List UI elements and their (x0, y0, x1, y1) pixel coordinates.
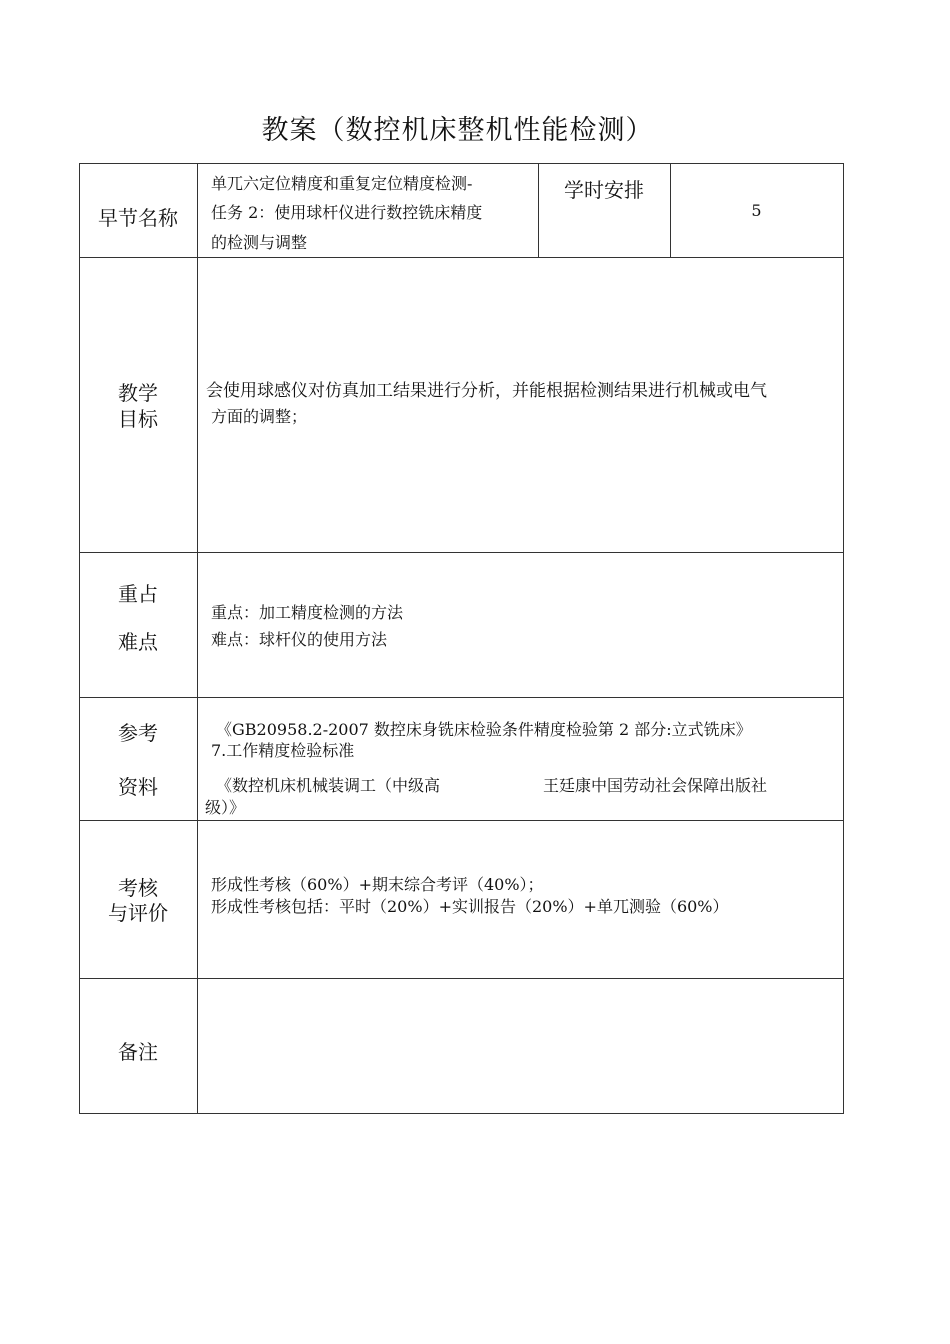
row-separator (79, 697, 843, 698)
hours-value: 5 (751, 201, 762, 220)
row-separator (79, 820, 843, 821)
difficult-point-text: 难点：球杆仪的使用方法 (211, 630, 388, 649)
reference-book-title-cont: 级）》 (205, 798, 246, 817)
key-point-text: 重点：加工精度检测的方法 (211, 603, 404, 622)
table-border-bottom (79, 1113, 843, 1114)
reference-standard: 《GB20958.2-2007 数控床身铣床检验条件精度检验第 2 部分:立式铣床》 (216, 720, 752, 739)
key-points-label-line-1: 重占 (118, 582, 158, 606)
chapter-name-line-2: 任务 2：使用球杆仪进行数控铣床精度 (211, 203, 483, 222)
reference-book-title: 《数控机床机械装调工（中级高 (216, 776, 441, 795)
goals-label-line-2: 目标 (118, 407, 158, 431)
chapter-name-label: 早节名称 (98, 206, 178, 230)
assessment-line-1: 形成性考核（60%）+期末综合考评（40%）； (211, 875, 544, 894)
references-label-line-1: 参考 (118, 721, 158, 745)
chapter-name-line-1: 单兀六定位精度和重复定位精度检测- (211, 174, 473, 193)
key-points-label-line-2: 难点 (118, 630, 158, 654)
label-column-divider (197, 163, 198, 1114)
goals-line-1: 会使用球感仪对仿真加工结果进行分析，并能根据检测结果进行机械或电气 (206, 381, 767, 401)
table-border-top (79, 163, 843, 164)
goals-line-2: 方面的调整； (211, 407, 308, 426)
page-title: 教案（数控机床整机性能检测） (261, 115, 654, 146)
table-border-right (843, 163, 844, 1114)
reference-book-author-publisher: 王廷康中国劳动社会保障出版社 (543, 776, 768, 795)
row-separator (79, 978, 843, 979)
references-label-line-2: 资料 (118, 775, 158, 799)
assessment-label-line-1: 考核 (118, 876, 158, 900)
assessment-label-line-2: 与评价 (108, 901, 168, 925)
hours-label: 学时安排 (564, 178, 644, 202)
remarks-label: 备注 (118, 1040, 158, 1064)
reference-standard-section: 7.工作精度检验标准 (211, 741, 355, 760)
assessment-line-2: 形成性考核包括：平时（20%）+实训报告（20%）+单兀测验（60%） (211, 897, 729, 916)
chapter-name-line-3: 的检测与调整 (211, 233, 308, 252)
row-separator (79, 552, 843, 553)
row-separator (79, 257, 843, 258)
goals-label-line-1: 教学 (118, 381, 158, 405)
